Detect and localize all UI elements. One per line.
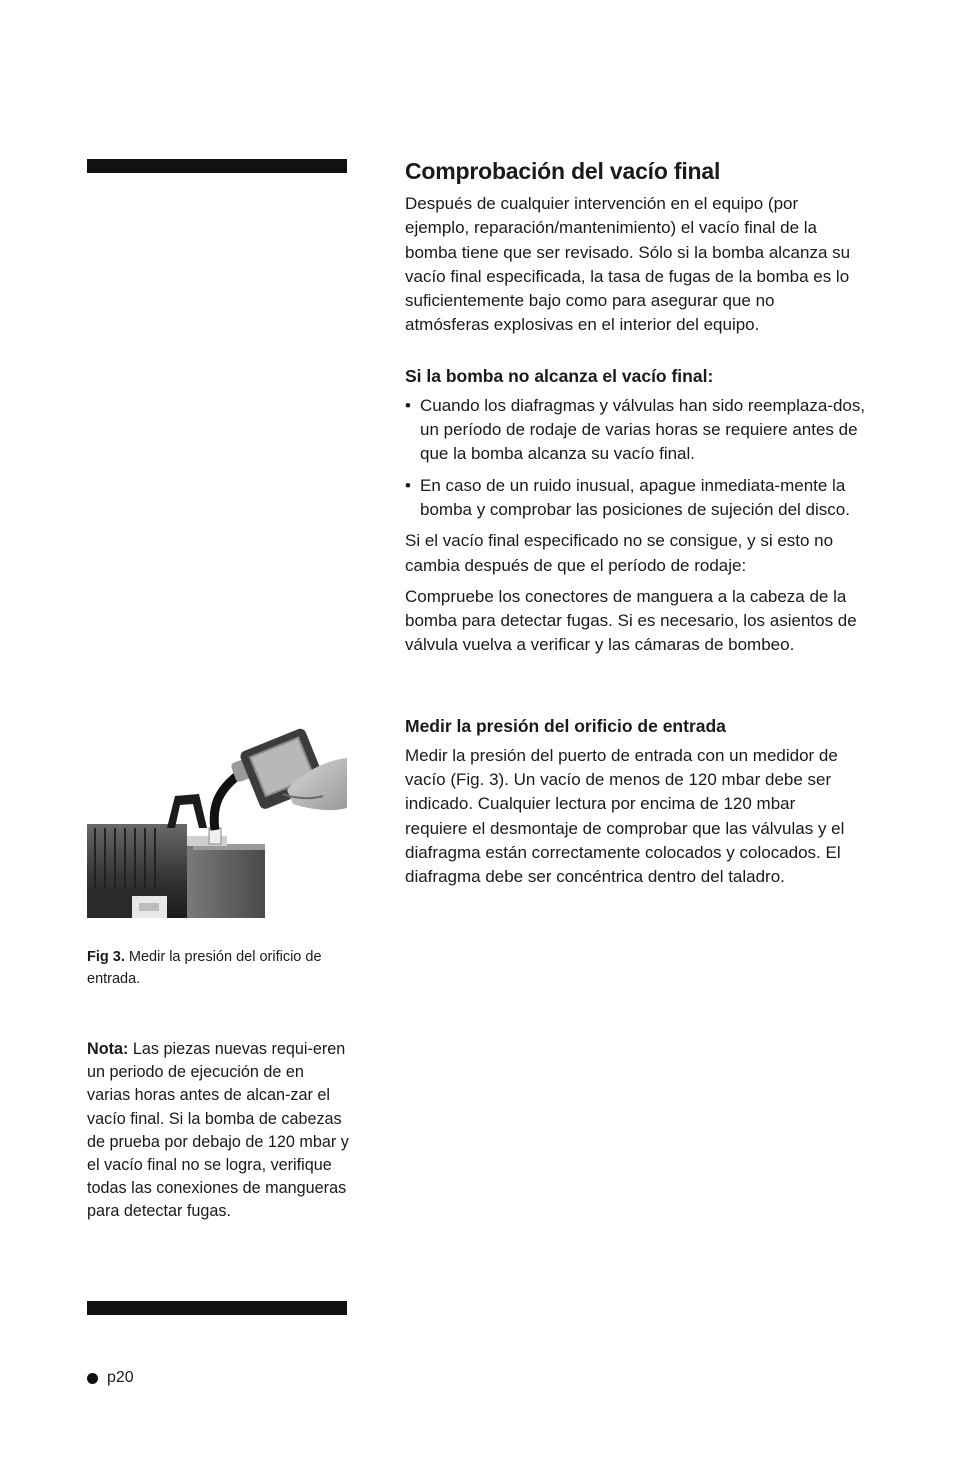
note-text: Las piezas nuevas requi-eren un periodo de ejecución de en varias horas antes de alcan-zar el vacío final. Si la bomba de cabezas de prueba por debajo de 120 mbar y el vacío final no se logra, verifique todas las conexiones de mangueras para detectar fugas. <box>87 1040 349 1221</box>
page-footer <box>87 1367 134 1389</box>
page-number: p20 <box>107 1369 134 1386</box>
pump-photo-illustration <box>87 728 347 918</box>
list-item: • En caso de un ruido inusual, apague inmediata-mente la bomba y comprobar las posiciones de sujeción del disco. <box>405 475 850 519</box>
figure-pump-vacuum-gauge <box>87 728 347 918</box>
paragraph-not-achieved: Si el vacío final especificado no se consigue, y si esto no cambia después de que el período de rodaje: <box>405 531 834 575</box>
section-body-vacuum-check: Después de cualquier intervención en el equipo (por ejemplo, reparación/mantenimiento) el vacío final de la bomba tiene que ser revisado. Sólo si la bomba alcanza su vacío final especificada, la tasa de fugas de la bomba es lo suficientemente bajo como para asegurar que no atmósferas explosivas en el interior del equipo. <box>405 194 851 335</box>
figure-caption-text: Medir la presión del orificio de entrada. <box>87 949 322 987</box>
bottom-divider-bar <box>87 1301 347 1315</box>
section-body-inlet-pressure: Medir la presión del puerto de entrada con un medidor de vacío (Fig. 3). Un vacío de menos de 120 mbar debe ser indicado. Cualquier lectura por encima de 120 mbar requiere el desmontaje de comprobar que las válvulas y el diafragma están correctamente colocados y colocados. El diafragma debe ser concéntrica dentro del taladro. <box>405 745 845 887</box>
note-label: Nota: <box>87 1040 129 1058</box>
paragraph-check-connectors: Compruebe los conectores de manguera a la cabeza de la bomba para detectar fugas. Si es necesario, los asientos de válvula vuelva a verificar y las cámaras de bombeo. <box>405 586 857 655</box>
section-title-vacuum-check: Comprobación del vacío final <box>405 158 721 184</box>
bullet-icon: • <box>405 395 411 415</box>
bullet-icon: • <box>405 475 411 495</box>
side-note <box>87 1038 349 1224</box>
figure-caption <box>87 946 349 990</box>
main-column <box>405 156 875 890</box>
bullet-icon <box>87 1373 98 1384</box>
subsection-title-inlet-pressure: Medir la presión del orificio de entrada <box>405 715 726 736</box>
figure-label: Fig 3. <box>87 949 125 965</box>
bullet-list <box>405 394 875 522</box>
top-divider-bar <box>87 159 347 173</box>
subsection-title-not-reaching: Si la bomba no alcanza el vacío final: <box>405 365 714 386</box>
list-item: • Cuando los diafragmas y válvulas han sido reemplaza-dos, un período de rodaje de varias horas se requiere antes de que la bomba alcanza su vacío final. <box>405 395 866 464</box>
